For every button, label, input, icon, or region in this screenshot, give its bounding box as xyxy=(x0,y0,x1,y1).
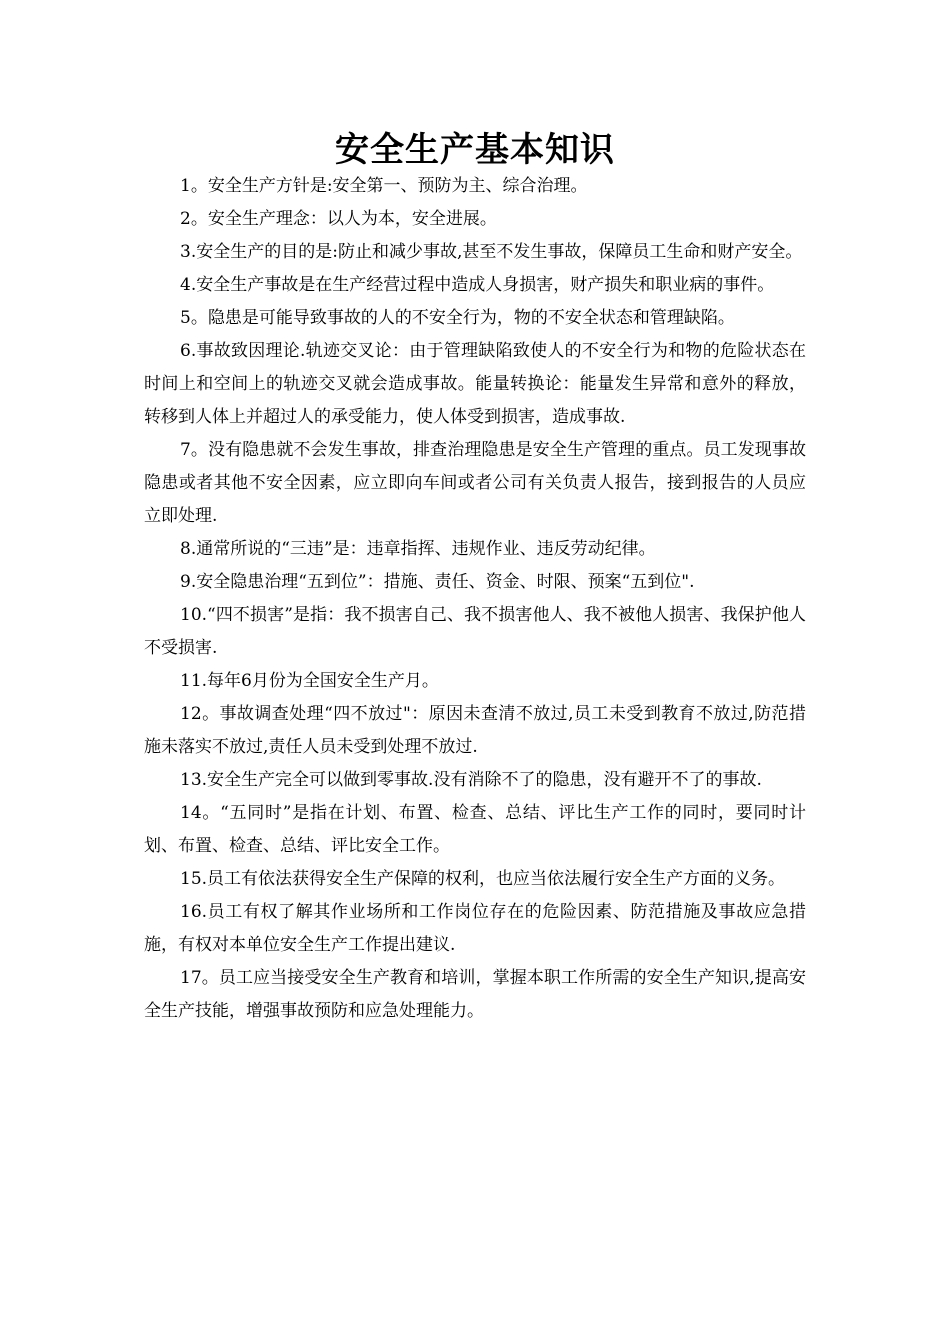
paragraph-17: 17。员工应当接受安全生产教育和培训，掌握本职工作所需的安全生产知识,提高安全生产技能，增强事故预防和应急处理能力。 xyxy=(144,968,806,1021)
paragraph-1: 1。安全生产方针是:安全第一、预防为主、综合治理。 xyxy=(180,176,588,196)
document-body xyxy=(144,170,806,1028)
paragraph-12: 12。事故调查处理“四不放过"：原因未查清不放过,员工未受到教育不放过,防范措施未落实不放过,责任人员未受到处理不放过. xyxy=(144,704,806,757)
paragraph-11: 11.每年6月份为全国安全生产月。 xyxy=(180,671,439,691)
paragraph-15: 15.员工有依法获得安全生产保障的权利，也应当依法履行安全生产方面的义务。 xyxy=(180,869,786,889)
paragraph-14: 14。“五同时”是指在计划、布置、检查、总结、评比生产工作的同时，要同时计划、布置、检查、总结、评比安全工作。 xyxy=(144,803,806,856)
document-title: 安全生产基本知识 xyxy=(335,130,615,170)
paragraph-5: 5。隐患是可能导致事故的人的不安全行为，物的不安全状态和管理缺陷。 xyxy=(180,308,735,328)
paragraph-2: 2。安全生产理念：以人为本，安全进展。 xyxy=(180,209,497,229)
paragraph-8: 8.通常所说的“三违”是：违章指挥、违规作业、违反劳动纪律。 xyxy=(180,539,656,559)
paragraph-13: 13.安全生产完全可以做到零事故.没有消除不了的隐患，没有避开不了的事故. xyxy=(180,770,762,790)
paragraph-10: 10.“四不损害”是指：我不损害自己、我不损害他人、我不被他人损害、我保护他人不受损害. xyxy=(144,605,806,658)
paragraph-7: 7。没有隐患就不会发生事故，排查治理隐患是安全生产管理的重点。员工发现事故隐患或者其他不安全因素，应立即向车间或者公司有关负责人报告，接到报告的人员应立即处理. xyxy=(144,440,806,526)
paragraph-9: 9.安全隐患治理“五到位”：措施、责任、资金、时限、预案“五到位". xyxy=(180,572,695,592)
paragraph-4: 4.安全生产事故是在生产经营过程中造成人身损害，财产损失和职业病的事件。 xyxy=(180,275,775,295)
paragraph-3: 3.安全生产的目的是:防止和减少事故,甚至不发生事故，保障员工生命和财产安全。 xyxy=(180,242,803,262)
paragraph-6: 6.事故致因理论.轨迹交叉论：由于管理缺陷致使人的不安全行为和物的危险状态在时间上和空间上的轨迹交叉就会造成事故。能量转换论：能量发生异常和意外的释放，转移到人体上并超过人的承受能力，使人体受到损害，造成事故. xyxy=(144,341,806,427)
paragraph-16: 16.员工有权了解其作业场所和工作岗位存在的危险因素、防范措施及事故应急措施，有权对本单位安全生产工作提出建议. xyxy=(144,902,806,955)
